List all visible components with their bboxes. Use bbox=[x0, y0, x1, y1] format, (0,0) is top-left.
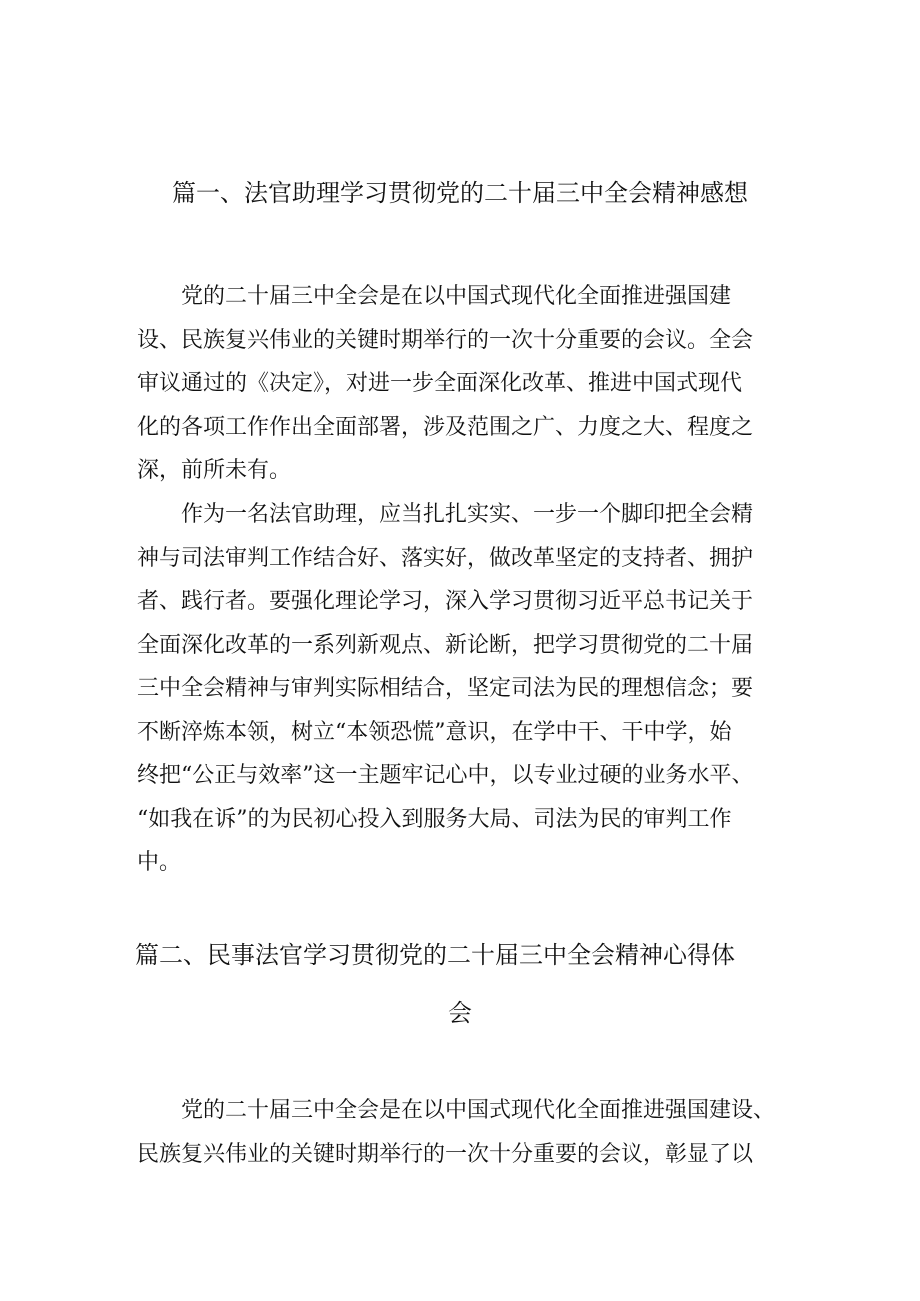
text-line: “如我在诉”的为民初心投入到服务大局、司法为民的审判工作 bbox=[137, 806, 732, 832]
text-line: 化的各项工作作出全面部署，涉及范围之广、力度之大、程度之 bbox=[137, 414, 754, 440]
text-line: 不断淬炼本领，树立“本领恐慌”意识，在学中干、干中学，始 bbox=[137, 719, 732, 745]
text-line: 全面深化改革的一系列新观点、新论断，把学习贯彻党的二十届 bbox=[137, 632, 754, 658]
text-line: 设、民族复兴伟业的关键时期举行的一次十分重要的会议。全会 bbox=[137, 327, 754, 353]
section-2-title-line-2: 会 bbox=[448, 999, 472, 1027]
section-1-paragraph-2 bbox=[137, 493, 777, 885]
text-line: 神与司法审判工作结合好、落实好，做改革坚定的支持者、拥护 bbox=[137, 545, 754, 571]
section-1-title: 篇一、法官助理学习贯彻党的二十届三中全会精神感想 bbox=[172, 179, 748, 207]
text-line: 者、践行者。要强化理论学习，深入学习贯彻习近平总书记关于 bbox=[137, 589, 754, 614]
text-line: 中。 bbox=[137, 850, 182, 875]
text-line: 审议通过的《决定》，对进一步全面深化改革、推进中国式现代 bbox=[137, 371, 743, 396]
text-line: 民族复兴伟业的关键时期举行的一次十分重要的会议，彰显了以 bbox=[137, 1141, 754, 1167]
section-2-title-line-1: 篇二、民事法官学习贯彻党的二十届三中全会精神心得体 bbox=[135, 941, 735, 969]
text-line: 三中全会精神与审判实际相结合，坚定司法为民的理想信念；要 bbox=[137, 676, 754, 701]
text-line: 党的二十届三中全会是在以中国式现代化全面推进强国建 bbox=[137, 284, 732, 309]
text-line: 党的二十届三中全会是在以中国式现代化全面推进强国建设、 bbox=[137, 1098, 776, 1123]
section-2-paragraph-1 bbox=[137, 1089, 777, 1176]
text-line: 深，前所未有。 bbox=[137, 458, 292, 483]
section-1-paragraph-1 bbox=[137, 275, 777, 493]
text-line: 作为一名法官助理，应当扎扎实实、一步一个脚印把全会精 bbox=[137, 502, 754, 527]
text-line: 终把“公正与效率”这一主题牢记心中，以专业过硬的业务水平、 bbox=[137, 763, 754, 788]
